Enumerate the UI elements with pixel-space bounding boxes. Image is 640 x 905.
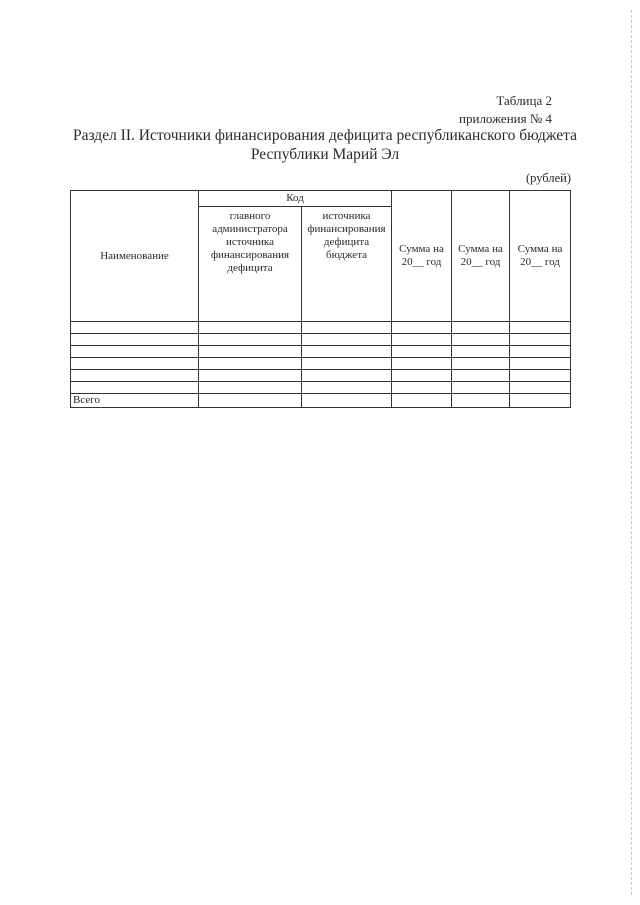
table-cell [510, 394, 571, 408]
table-cell [302, 382, 392, 394]
table-cell [302, 322, 392, 334]
table-number: Таблица 2 [496, 93, 552, 108]
financing-sources-table [70, 190, 571, 408]
appendix-number: приложения № 4 [459, 111, 552, 126]
table-cell [302, 394, 392, 408]
table-cell [452, 322, 510, 334]
header-sum-3: Сумма на 20__ год [510, 191, 571, 322]
table-cell [199, 370, 302, 382]
header-code-source: источника финансирования дефицита бюджета [302, 207, 392, 322]
total-label: Всего [71, 394, 199, 408]
table-cell [392, 322, 452, 334]
table-cell [392, 346, 452, 358]
table-row [71, 382, 571, 394]
header-sum-2: Сумма на 20__ год [452, 191, 510, 322]
table-row [71, 346, 571, 358]
header-code-admin: главного администратора источника финансирования дефицита [199, 207, 302, 322]
table-cell [302, 346, 392, 358]
table-cell [392, 394, 452, 408]
table-header-row [71, 191, 571, 207]
section-title [60, 126, 590, 164]
table-cell [392, 370, 452, 382]
section-title-line-1: Раздел II. Источники финансирования дефицита республиканского бюджета [72, 127, 578, 144]
header-code: Код [199, 191, 392, 207]
table-cell [510, 322, 571, 334]
table-cell [452, 358, 510, 370]
table-cell [510, 358, 571, 370]
table-cell [452, 346, 510, 358]
table-cell [302, 334, 392, 346]
table-cell [392, 358, 452, 370]
table-cell [71, 322, 199, 334]
table-cell [452, 370, 510, 382]
header-sum-1: Сумма на 20__ год [392, 191, 452, 322]
table-row [71, 334, 571, 346]
table-cell [199, 382, 302, 394]
page-edge-line [631, 10, 632, 895]
table-row [71, 358, 571, 370]
table-cell [199, 346, 302, 358]
table-row [71, 322, 571, 334]
table-cell [302, 358, 392, 370]
table-total-row [71, 394, 571, 408]
table-cell [199, 358, 302, 370]
table-reference [440, 92, 552, 128]
table-cell [510, 334, 571, 346]
table-cell [302, 370, 392, 382]
table-cell [71, 334, 199, 346]
table-cell [392, 334, 452, 346]
currency-unit: (рублей) [525, 171, 571, 185]
table-cell [452, 334, 510, 346]
table-cell [510, 382, 571, 394]
table-cell [199, 322, 302, 334]
table-cell [510, 346, 571, 358]
table-cell [71, 346, 199, 358]
table-cell [452, 382, 510, 394]
table-row [71, 370, 571, 382]
table-cell [452, 394, 510, 408]
table-cell [510, 370, 571, 382]
table-cell [392, 382, 452, 394]
table-cell [71, 358, 199, 370]
table-cell [71, 370, 199, 382]
header-name: Наименование [71, 191, 199, 322]
section-title-line-2: Республики Марий Эл [250, 146, 400, 163]
table-cell [71, 382, 199, 394]
table-cell [199, 394, 302, 408]
table-cell [199, 334, 302, 346]
